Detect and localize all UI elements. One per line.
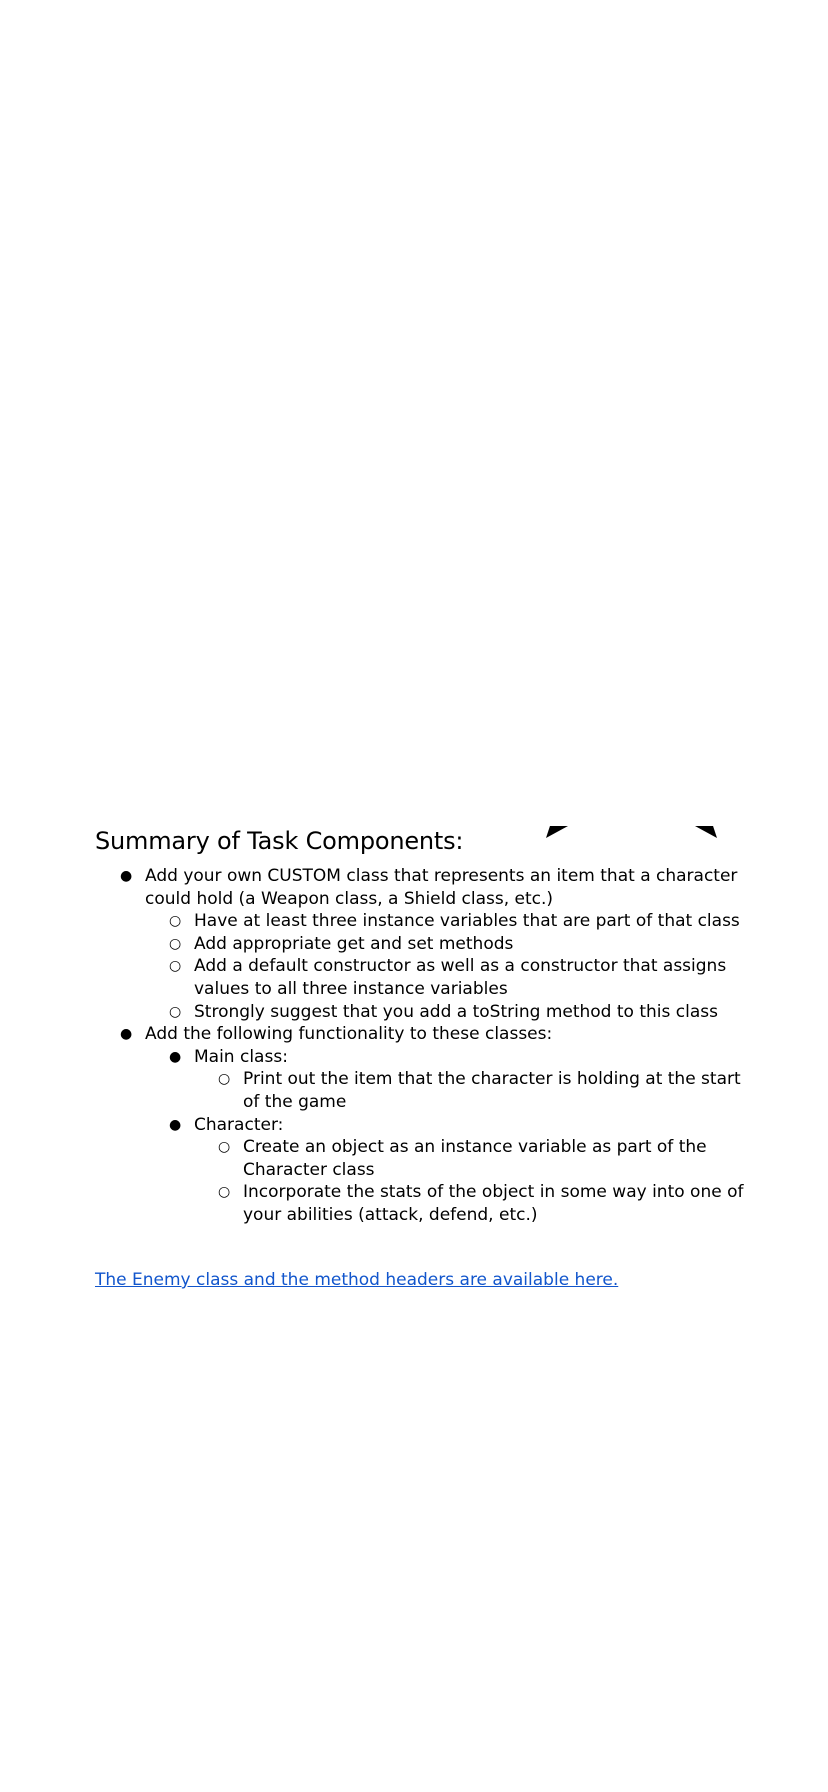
list-item-text: Have at least three instance variables that are part of that class: [194, 911, 740, 932]
list-item: [95, 933, 745, 956]
nested-list: [145, 1046, 745, 1227]
list-item: [95, 1114, 745, 1227]
hollow-bullet-icon: ○: [169, 958, 182, 975]
filled-bullet-icon: ●: [120, 868, 133, 884]
list-item: [95, 1068, 745, 1113]
top-level-list: [95, 865, 745, 1227]
list-item-text: Print out the item that the character is holding at the start of the game: [243, 1069, 741, 1112]
enemy-class-link[interactable]: The Enemy class and the method headers are available here.: [95, 1270, 619, 1290]
list-item: [95, 1046, 745, 1114]
list-item: [95, 865, 745, 1023]
decorative-shape-right: [695, 826, 717, 838]
nested-list: [145, 910, 745, 1023]
list-item-text: Incorporate the stats of the object in some way into one of your abilities (attack, defend, etc.): [243, 1182, 744, 1225]
filled-bullet-icon: ●: [169, 1048, 182, 1065]
list-item-text: Add a default constructor as well as a constructor that assigns values to all three instance variables: [194, 956, 727, 999]
hollow-bullet-icon: ○: [169, 935, 182, 952]
list-item-text: Add appropriate get and set methods: [194, 933, 514, 954]
list-item-text: Create an object as an instance variable as part of the Character class: [243, 1137, 707, 1180]
list-item-text: Main class:: [194, 1046, 288, 1067]
list-item: [95, 955, 745, 1000]
list-item-text: Strongly suggest that you add a toString method to this class: [194, 1001, 718, 1022]
filled-bullet-icon: ●: [169, 1116, 182, 1133]
hollow-bullet-icon: ○: [169, 913, 182, 930]
list-item-text: Character:: [194, 1114, 284, 1135]
hollow-bullet-icon: ○: [169, 1003, 182, 1020]
section-heading: Summary of Task Components:: [95, 827, 464, 855]
nested-list: [194, 1068, 745, 1113]
list-item: [95, 910, 745, 933]
nested-list: [194, 1136, 745, 1226]
list-item: [95, 1181, 745, 1226]
hollow-bullet-icon: ○: [218, 1139, 231, 1156]
list-item: [95, 1136, 745, 1181]
list-item: [95, 1001, 745, 1024]
list-item-text: Add the following functionality to these classes:: [145, 1024, 553, 1045]
hollow-bullet-icon: ○: [218, 1071, 231, 1088]
list-item: [95, 1023, 745, 1226]
decorative-shape-left: [546, 826, 568, 838]
hollow-bullet-icon: ○: [218, 1184, 231, 1201]
filled-bullet-icon: ●: [120, 1026, 133, 1043]
task-list: [95, 865, 745, 1227]
list-item-text: Add your own CUSTOM class that represents an item that a character could hold (a Weapon class, a Shield class, etc.): [145, 866, 738, 909]
